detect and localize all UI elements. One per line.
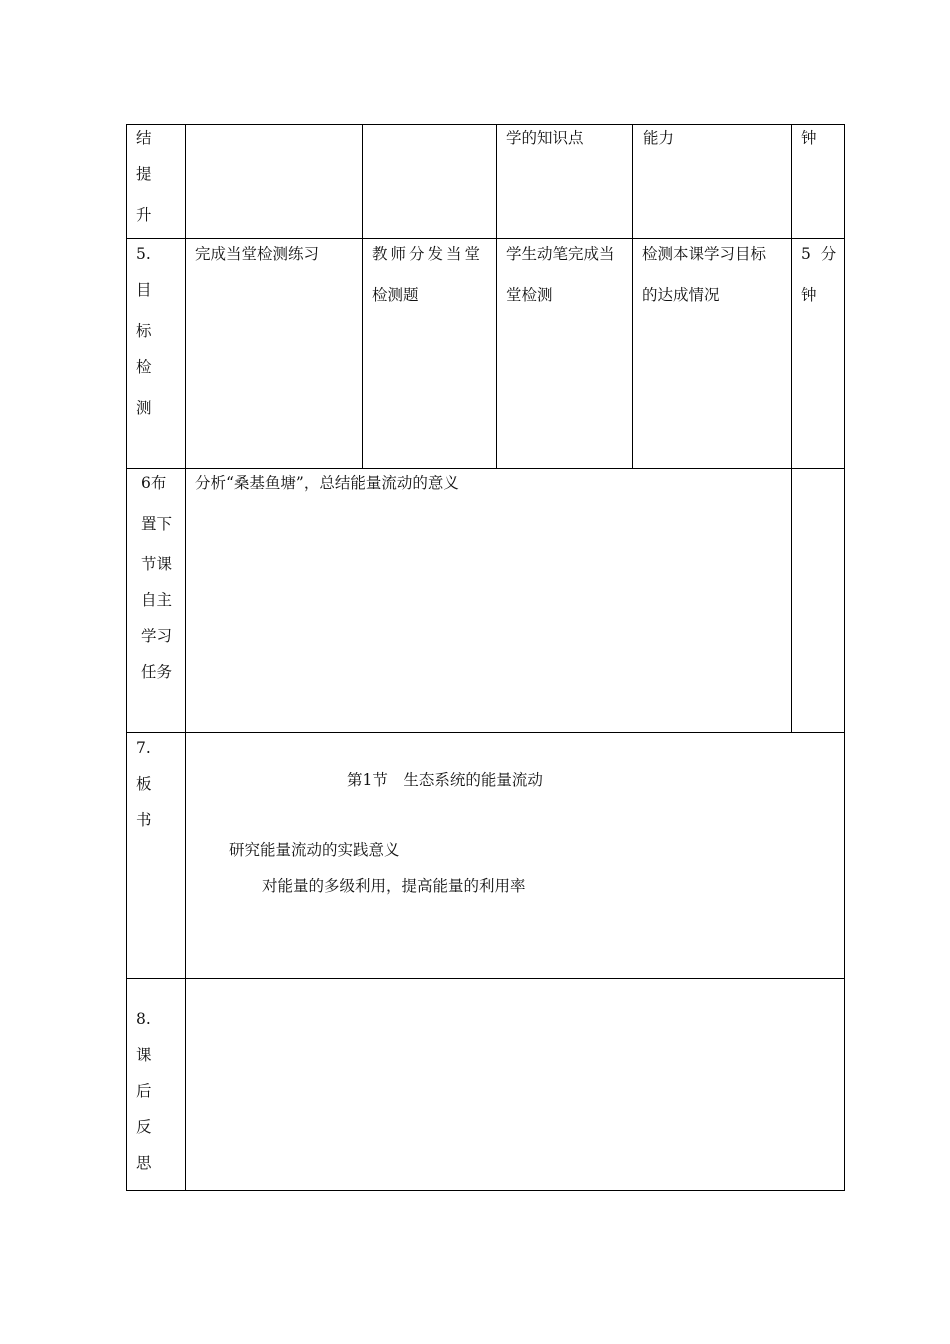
table-border-bottom <box>126 1190 845 1191</box>
stage-char: 书 <box>136 811 152 829</box>
stage-char: 思 <box>136 1154 152 1172</box>
stage-char: 8. <box>136 1010 151 1028</box>
stage-char: 7. <box>136 739 151 757</box>
stage-char: 反 <box>136 1118 152 1136</box>
row-continued-student: 学的知识点 <box>506 129 584 147</box>
row-divider-3 <box>126 732 845 733</box>
row5-intent-line: 的达成情况 <box>642 286 720 304</box>
stage-char: 6布 <box>141 474 167 492</box>
row5-time-line: 5 分 <box>801 245 837 263</box>
row5-time-line: 钟 <box>801 286 817 304</box>
row-divider-2 <box>126 468 845 469</box>
col-divider-content <box>362 124 363 468</box>
stage-char: 5. <box>136 245 151 263</box>
stage-char: 升 <box>136 206 152 224</box>
row5-teacher-line: 教师分发当堂 <box>372 245 484 263</box>
stage-char: 提 <box>136 165 152 183</box>
row5-teacher-line: 检测题 <box>372 286 419 304</box>
row-divider-1 <box>126 238 845 239</box>
row5-student-line: 堂检测 <box>506 286 553 304</box>
stage-char: 测 <box>136 399 152 417</box>
col-divider-student <box>632 124 633 468</box>
stage-char: 置下 <box>141 515 173 533</box>
stage-char: 标 <box>136 322 152 340</box>
row5-intent-line: 检测本课学习目标 <box>642 245 767 263</box>
row-continued-intent: 能力 <box>643 129 675 147</box>
row5-student-line: 学生动笔完成当 <box>506 245 615 263</box>
col-divider-intent <box>791 124 792 732</box>
stage-char: 节课 <box>141 555 173 573</box>
table-border-top <box>126 124 845 125</box>
stage-char: 自主 <box>141 591 173 609</box>
stage-char: 后 <box>136 1082 152 1100</box>
row-divider-4 <box>126 978 845 979</box>
stage-char: 目 <box>136 281 152 299</box>
table-border-right <box>844 124 845 1191</box>
stage-char: 板 <box>136 775 152 793</box>
row6-content: 分析“桑基鱼塘”，总结能量流动的意义 <box>195 474 459 492</box>
blackboard-title: 第1节 生态系统的能量流动 <box>347 771 543 789</box>
blackboard-line: 研究能量流动的实践意义 <box>229 841 400 859</box>
col-divider-teacher <box>496 124 497 468</box>
blackboard-line: 对能量的多级利用，提高能量的利用率 <box>262 877 526 895</box>
stage-char: 结 <box>136 129 152 147</box>
stage-char: 课 <box>136 1046 152 1064</box>
stage-char: 检 <box>136 358 152 376</box>
stage-char: 任务 <box>141 663 173 681</box>
col-divider-stage <box>185 124 186 1191</box>
row5-content: 完成当堂检测练习 <box>195 245 320 263</box>
table-border-left <box>126 124 127 1191</box>
row-continued-time: 钟 <box>801 129 817 147</box>
stage-char: 学习 <box>141 627 173 645</box>
